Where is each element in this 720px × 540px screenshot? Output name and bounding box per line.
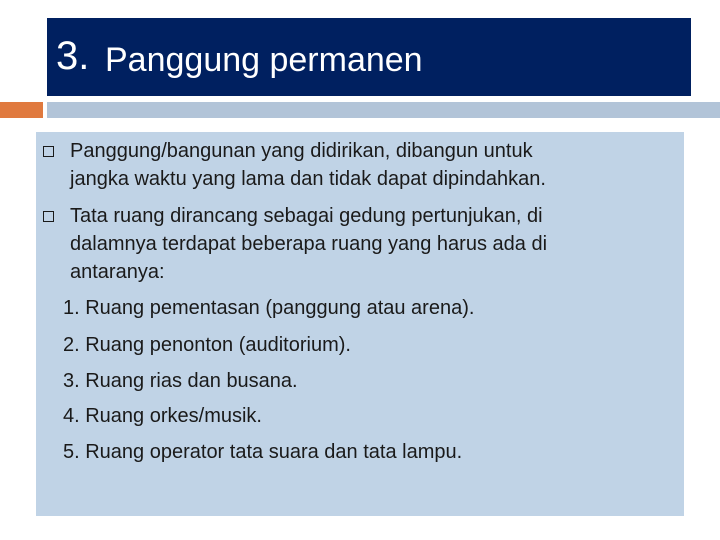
page-title: Panggung permanen xyxy=(105,41,423,79)
bullet1-line1: Panggung/bangunan yang didirikan, dibangun untuk xyxy=(70,140,533,162)
square-bullet-icon xyxy=(43,146,54,157)
list-item: 1. Ruang pementasan (panggung atau arena). xyxy=(63,297,475,319)
list-item: 4. Ruang orkes/musik. xyxy=(63,405,262,427)
accent-bar-blue xyxy=(47,102,720,118)
title-number: 3. xyxy=(56,34,90,78)
bullet2-line2: dalamnya terdapat beberapa ruang yang harus ada di xyxy=(70,233,548,255)
square-bullet-icon xyxy=(43,211,54,222)
list-item: 3. Ruang rias dan busana. xyxy=(63,370,298,392)
bullet1-line2: jangka waktu yang lama dan tidak dapat dipindahkan. xyxy=(70,168,546,190)
title-bar xyxy=(47,18,691,96)
list-item: 5. Ruang operator tata suara dan tata lampu. xyxy=(63,441,463,463)
bullet2-line3: antaranya: xyxy=(70,261,165,283)
list-item: 2. Ruang penonton (auditorium). xyxy=(63,334,351,356)
accent-bar-orange xyxy=(0,102,43,118)
bullet2-line1: Tata ruang dirancang sebagai gedung pertunjukan, di xyxy=(70,205,543,227)
